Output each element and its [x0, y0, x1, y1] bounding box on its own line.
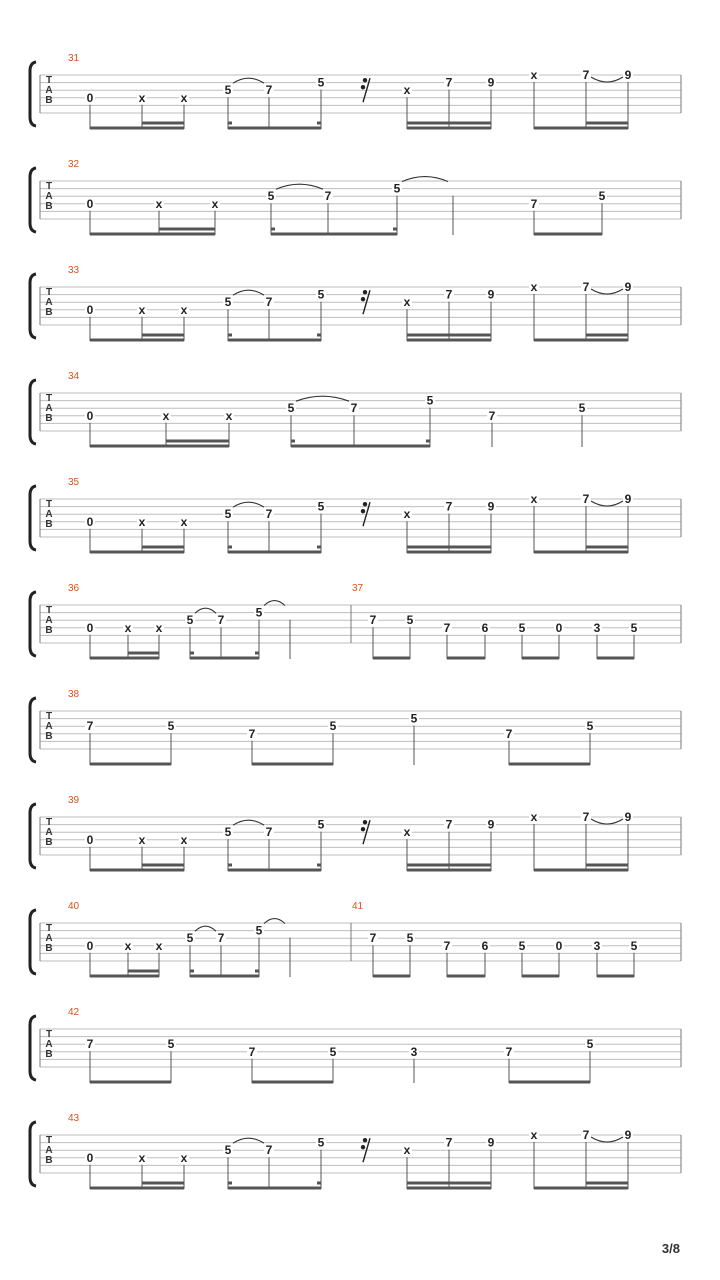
- fret-number: 9: [487, 817, 495, 832]
- fret-number: 0: [86, 938, 94, 953]
- fret-number: 0: [86, 514, 94, 529]
- fret-number: x: [155, 938, 163, 953]
- fret-number: 5: [267, 189, 275, 204]
- measure-number: 35: [68, 477, 80, 488]
- fret-number: x: [530, 68, 538, 82]
- fret-number: x: [180, 302, 188, 317]
- tab-clef-letter: B: [45, 1155, 53, 1166]
- tab-clef-letter: B: [45, 307, 53, 318]
- fret-number: 7: [86, 719, 94, 734]
- fret-number: 9: [624, 492, 632, 506]
- fret-number: 7: [530, 196, 538, 211]
- fret-number: 7: [265, 825, 273, 840]
- fret-number: 5: [317, 1135, 325, 1150]
- fret-number: 7: [488, 408, 496, 423]
- system-bracket: [30, 910, 36, 974]
- fret-number: 7: [248, 1044, 256, 1059]
- fret-number: 5: [186, 931, 194, 946]
- fret-number: 7: [350, 401, 358, 416]
- tab-clef-letter: A: [45, 403, 53, 414]
- fret-number: 5: [518, 620, 526, 635]
- fret-number: 0: [555, 938, 563, 953]
- rest-flag: [361, 85, 365, 89]
- fret-number: 0: [86, 832, 94, 847]
- fret-number: 6: [481, 620, 489, 635]
- fret-number: 3: [593, 938, 601, 953]
- system-bracket: [30, 168, 36, 232]
- tab-clef-letter: A: [45, 1039, 53, 1050]
- fret-number: 5: [186, 613, 194, 628]
- fret-number: 0: [555, 620, 563, 635]
- measure-number: 42: [68, 1007, 80, 1018]
- tab-clef-letter: B: [45, 731, 53, 742]
- fret-number: 5: [255, 605, 263, 620]
- fret-number: 7: [265, 295, 273, 310]
- tab-clef-letter: B: [45, 95, 53, 106]
- tie-arc: [591, 819, 623, 824]
- tab-clef-letter: T: [45, 711, 53, 722]
- tab-clef-letter: T: [45, 181, 53, 192]
- rest-flag: [361, 1145, 365, 1149]
- fret-number: 7: [443, 938, 451, 953]
- fret-number: 3: [593, 620, 601, 635]
- fret-number: 5: [598, 189, 606, 204]
- tab-clef-letter: T: [45, 75, 53, 86]
- fret-number: 5: [406, 613, 414, 628]
- tab-clef-letter: A: [45, 721, 53, 732]
- fret-number: 7: [582, 492, 590, 506]
- tab-clef-letter: T: [45, 1135, 53, 1146]
- fret-number: 7: [369, 613, 377, 628]
- tab-clef-letter: T: [45, 393, 53, 404]
- fret-number: 9: [487, 75, 495, 90]
- tab-clef-letter: A: [45, 1145, 53, 1156]
- fret-number: x: [124, 938, 132, 953]
- fret-number: x: [138, 1150, 146, 1165]
- fret-number: 5: [329, 1044, 337, 1059]
- fret-number: 7: [505, 1044, 513, 1059]
- fret-number: x: [530, 810, 538, 824]
- fret-number: 9: [624, 1128, 632, 1142]
- fret-number: x: [403, 295, 411, 310]
- fret-number: x: [155, 620, 163, 635]
- fret-number: x: [211, 196, 219, 211]
- fret-number: 7: [265, 1143, 273, 1158]
- fret-number: x: [403, 83, 411, 98]
- system-bracket: [30, 698, 36, 762]
- fret-number: 5: [586, 1037, 594, 1052]
- rest-flag: [361, 509, 365, 513]
- fret-number: x: [138, 90, 146, 105]
- fret-number: 5: [630, 620, 638, 635]
- measure-number: 41: [352, 901, 364, 912]
- rest-flag: [363, 78, 367, 82]
- tab-clef-letter: T: [45, 817, 53, 828]
- tab-clef-letter: B: [45, 1049, 53, 1060]
- fret-number: 7: [582, 68, 590, 82]
- tab-clef-letter: A: [45, 85, 53, 96]
- fret-number: x: [155, 196, 163, 211]
- fret-number: 0: [86, 196, 94, 211]
- tab-clef-letter: A: [45, 509, 53, 520]
- fret-number: 9: [487, 1135, 495, 1150]
- fret-number: 0: [86, 408, 94, 423]
- fret-number: 7: [582, 280, 590, 294]
- fret-number: 5: [224, 507, 232, 522]
- fret-number: x: [530, 280, 538, 294]
- tab-clef-letter: A: [45, 191, 53, 202]
- tab-clef-letter: B: [45, 413, 53, 424]
- fret-number: 5: [317, 75, 325, 90]
- fret-number: 5: [317, 817, 325, 832]
- system-bracket: [30, 380, 36, 444]
- measure-number: 38: [68, 689, 80, 700]
- fret-number: 5: [630, 938, 638, 953]
- tab-clef-letter: T: [45, 287, 53, 298]
- measure-number: 37: [352, 583, 364, 594]
- fret-number: 5: [167, 719, 175, 734]
- fret-number: x: [180, 90, 188, 105]
- fret-number: 0: [86, 620, 94, 635]
- fret-number: 9: [487, 499, 495, 514]
- tab-clef-letter: A: [45, 933, 53, 944]
- fret-number: 0: [86, 1150, 94, 1165]
- system-bracket: [30, 274, 36, 338]
- system-bracket: [30, 486, 36, 550]
- fret-number: 9: [624, 810, 632, 824]
- tab-clef-letter: A: [45, 297, 53, 308]
- tab-clef-letter: B: [45, 625, 53, 636]
- fret-number: 5: [410, 711, 418, 726]
- rest-flag: [363, 502, 367, 506]
- tab-clef-letter: B: [45, 837, 53, 848]
- fret-number: 5: [426, 393, 434, 408]
- fret-number: 7: [445, 1135, 453, 1150]
- fret-number: 5: [317, 499, 325, 514]
- rest-flag: [361, 297, 365, 301]
- fret-number: 5: [518, 938, 526, 953]
- fret-number: x: [138, 832, 146, 847]
- fret-number: 7: [217, 613, 225, 628]
- fret-number: 9: [624, 280, 632, 294]
- measure-number: 39: [68, 795, 80, 806]
- fret-number: x: [162, 408, 170, 423]
- fret-number: 7: [445, 499, 453, 514]
- fret-number: 5: [167, 1037, 175, 1052]
- fret-number: x: [138, 302, 146, 317]
- fret-number: 7: [265, 83, 273, 98]
- fret-number: 5: [224, 1143, 232, 1158]
- fret-number: 7: [369, 931, 377, 946]
- fret-number: 7: [265, 507, 273, 522]
- tab-clef-letter: A: [45, 615, 53, 626]
- fret-number: x: [530, 492, 538, 506]
- fret-number: 5: [393, 181, 401, 196]
- fret-number: 7: [324, 189, 332, 204]
- measure-number: 34: [68, 371, 80, 382]
- fret-number: 7: [217, 931, 225, 946]
- page-number: 3/8: [661, 1241, 680, 1256]
- fret-number: 9: [487, 287, 495, 302]
- fret-number: x: [124, 620, 132, 635]
- fret-number: x: [180, 514, 188, 529]
- tie-arc: [591, 1137, 623, 1142]
- fret-number: 6: [481, 938, 489, 953]
- measure-number: 32: [68, 159, 80, 170]
- fret-number: 7: [445, 817, 453, 832]
- tab-clef-letter: T: [45, 923, 53, 934]
- system-bracket: [30, 592, 36, 656]
- fret-number: 5: [224, 295, 232, 310]
- rest-flag: [361, 827, 365, 831]
- tie-arc: [591, 501, 623, 506]
- fret-number: 0: [86, 90, 94, 105]
- tab-clef-letter: T: [45, 1029, 53, 1040]
- fret-number: x: [403, 507, 411, 522]
- fret-number: 7: [443, 620, 451, 635]
- fret-number: 5: [224, 825, 232, 840]
- tab-clef-letter: B: [45, 943, 53, 954]
- system-bracket: [30, 1122, 36, 1186]
- fret-number: 7: [86, 1037, 94, 1052]
- fret-number: 7: [505, 726, 513, 741]
- system-bracket: [30, 62, 36, 126]
- rest-flag: [363, 1138, 367, 1142]
- fret-number: 5: [578, 401, 586, 416]
- fret-number: 0: [86, 302, 94, 317]
- fret-number: 7: [582, 1128, 590, 1142]
- fret-number: x: [403, 1143, 411, 1158]
- fret-number: 5: [329, 719, 337, 734]
- rest-flag: [363, 820, 367, 824]
- fret-number: x: [225, 408, 233, 423]
- fret-number: 9: [624, 68, 632, 82]
- fret-number: 7: [582, 810, 590, 824]
- measure-number: 36: [68, 583, 80, 594]
- fret-number: x: [180, 1150, 188, 1165]
- measure-number: 43: [68, 1113, 80, 1124]
- fret-number: x: [180, 832, 188, 847]
- fret-number: x: [138, 514, 146, 529]
- fret-number: 5: [255, 923, 263, 938]
- tab-clef-letter: A: [45, 827, 53, 838]
- tab-clef-letter: B: [45, 519, 53, 530]
- fret-number: x: [530, 1128, 538, 1142]
- measure-number: 31: [68, 53, 80, 64]
- measure-number: 40: [68, 901, 80, 912]
- fret-number: 5: [406, 931, 414, 946]
- system-bracket: [30, 1016, 36, 1080]
- rest-flag: [363, 290, 367, 294]
- fret-number: 5: [287, 401, 295, 416]
- tab-clef-letter: T: [45, 499, 53, 510]
- fret-number: 7: [248, 726, 256, 741]
- fret-number: 3: [410, 1044, 418, 1059]
- system-bracket: [30, 804, 36, 868]
- tie-arc: [591, 77, 623, 82]
- measure-number: 33: [68, 265, 80, 276]
- tab-clef-letter: B: [45, 201, 53, 212]
- fret-number: x: [403, 825, 411, 840]
- tie-arc: [591, 289, 623, 294]
- fret-number: 5: [224, 83, 232, 98]
- fret-number: 5: [317, 287, 325, 302]
- fret-number: 7: [445, 75, 453, 90]
- fret-number: 7: [445, 287, 453, 302]
- fret-number: 5: [586, 719, 594, 734]
- tab-clef-letter: T: [45, 605, 53, 616]
